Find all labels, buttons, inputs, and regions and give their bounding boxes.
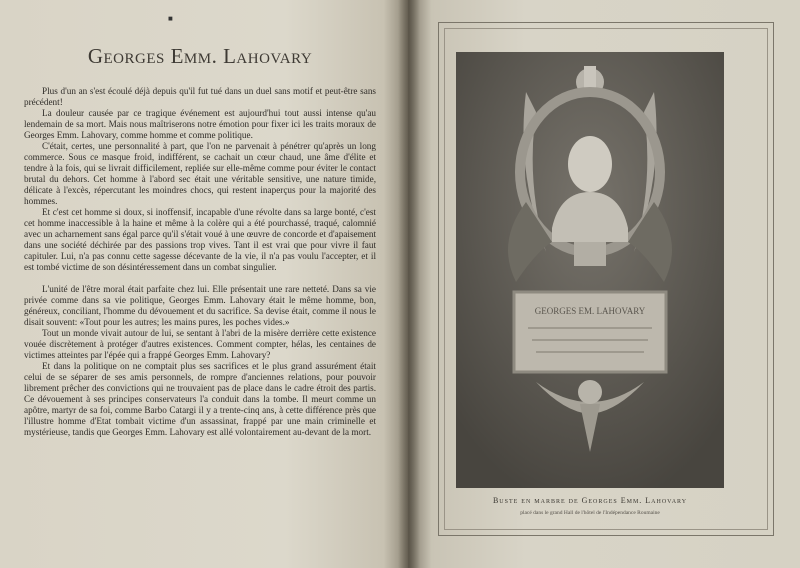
bust-photograph xyxy=(456,52,724,488)
paragraph: Et c'est cet homme si doux, si inoffensif, incapable d'une révolte dans sa large bonté, c'est cet homme inaccessible à la haine et même à la colère qui a été pourchassé, traqué, calomnié avec un acharnement sans égal parce qu'il s'était voué à une œuvre de concorde et d'apaisement dans une société déchirée par des passions trop vives. Tant il est vrai que pour vivre il faut capituler. Lui, n'a pas connu cette sagesse décevante de la vie, il n'a pas voulu l'accepter, et il est tombé victime de son désintéressement dans un combat singulier. xyxy=(24,207,376,272)
book-gutter xyxy=(398,0,420,568)
photo-subcaption: placé dans le grand Hall de l'hôtel de l'Indépendance Roumaine xyxy=(520,510,660,516)
paragraph: L'unité de l'être moral était parfaite chez lui. Elle présentait une rare netteté. Dans sa vie privée comme dans sa vie politique, Georges Emm. Lahovary était le même homme, bon, généreux, conciliant, l'homme du dévouement et du sacrifice. Sa devise était, comme il nous le disait souvent: «Tout pour les autres; les mains pures, les poches vides.» xyxy=(24,284,376,327)
paragraph: C'était, certes, une personnalité à part, que l'on ne parvenait à pénétrer qu'après un long commerce. Sous ce masque froid, indifférent, se cachait un cœur chaud, une âme d'élite et tendre à la fois, qui se livrait difficilement, repliée sur elle-même comme pour éviter le contact brutal du dehors. Cet homme à l'abord sec était une véritable sensitive, une nature timide, délicate à l'excès, répercutant les moindres chocs, qui restent inaperçus pour la majorité des hommes. xyxy=(24,141,376,206)
paragraph: Plus d'un an s'est écoulé déjà depuis qu'il fut tué dans un duel sans motif et peut-être sans précédent! xyxy=(24,86,376,107)
paragraph: Et dans la politique on ne comptait plus ses sacrifices et le plus grand assurément était celui de se séparer de ses amis personnels, de rompre d'anciennes relations, pour pouvoir librement prêcher des convictions qui ne trouvaient pas de place dans le cadre étroit des partis. Ce dévouement à ses principes conservateurs l'a conduit dans la tombe. Il meurt comme un apôtre, martyr de sa foi, comme Barbo Catargi il y a trente-cinq ans, à cette différence près que l'illustre homme d'Etat tombait victime d'un assassinat, frappé par une main criminelle et mystérieuse, tandis que Georges Emm. Lahovary est allé volontairement au-devant de la mort. xyxy=(24,361,376,437)
article-body xyxy=(24,86,376,438)
paragraph: Tout un monde vivait autour de lui, se sentant à l'abri de la misère derrière cette existence vouée discrètement à protéger d'autres existences. Comment compter, hélas, les centaines de victimes atteintes par l'épée qui a frappé Georges Emm. Lahovary? xyxy=(24,328,376,360)
page-ornament: ■ xyxy=(168,14,173,23)
article-title: Georges Emm. Lahovary xyxy=(87,44,313,68)
svg-text:GEORGES EM. LAHOVARY: GEORGES EM. LAHOVARY xyxy=(534,306,646,316)
photo-caption: Buste en marbre de Georges Emm. Lahovary xyxy=(492,496,688,505)
memorial-plaque xyxy=(514,292,666,372)
paragraph: La douleur causée par ce tragique événement est aujourd'hui tout aussi intense qu'au lendemain de sa mort. Mais nous maîtriserons notre émotion pour fixer ici les traits moraux de Georges Emm. Lahovary, comme homme et comme politique. xyxy=(24,108,376,140)
